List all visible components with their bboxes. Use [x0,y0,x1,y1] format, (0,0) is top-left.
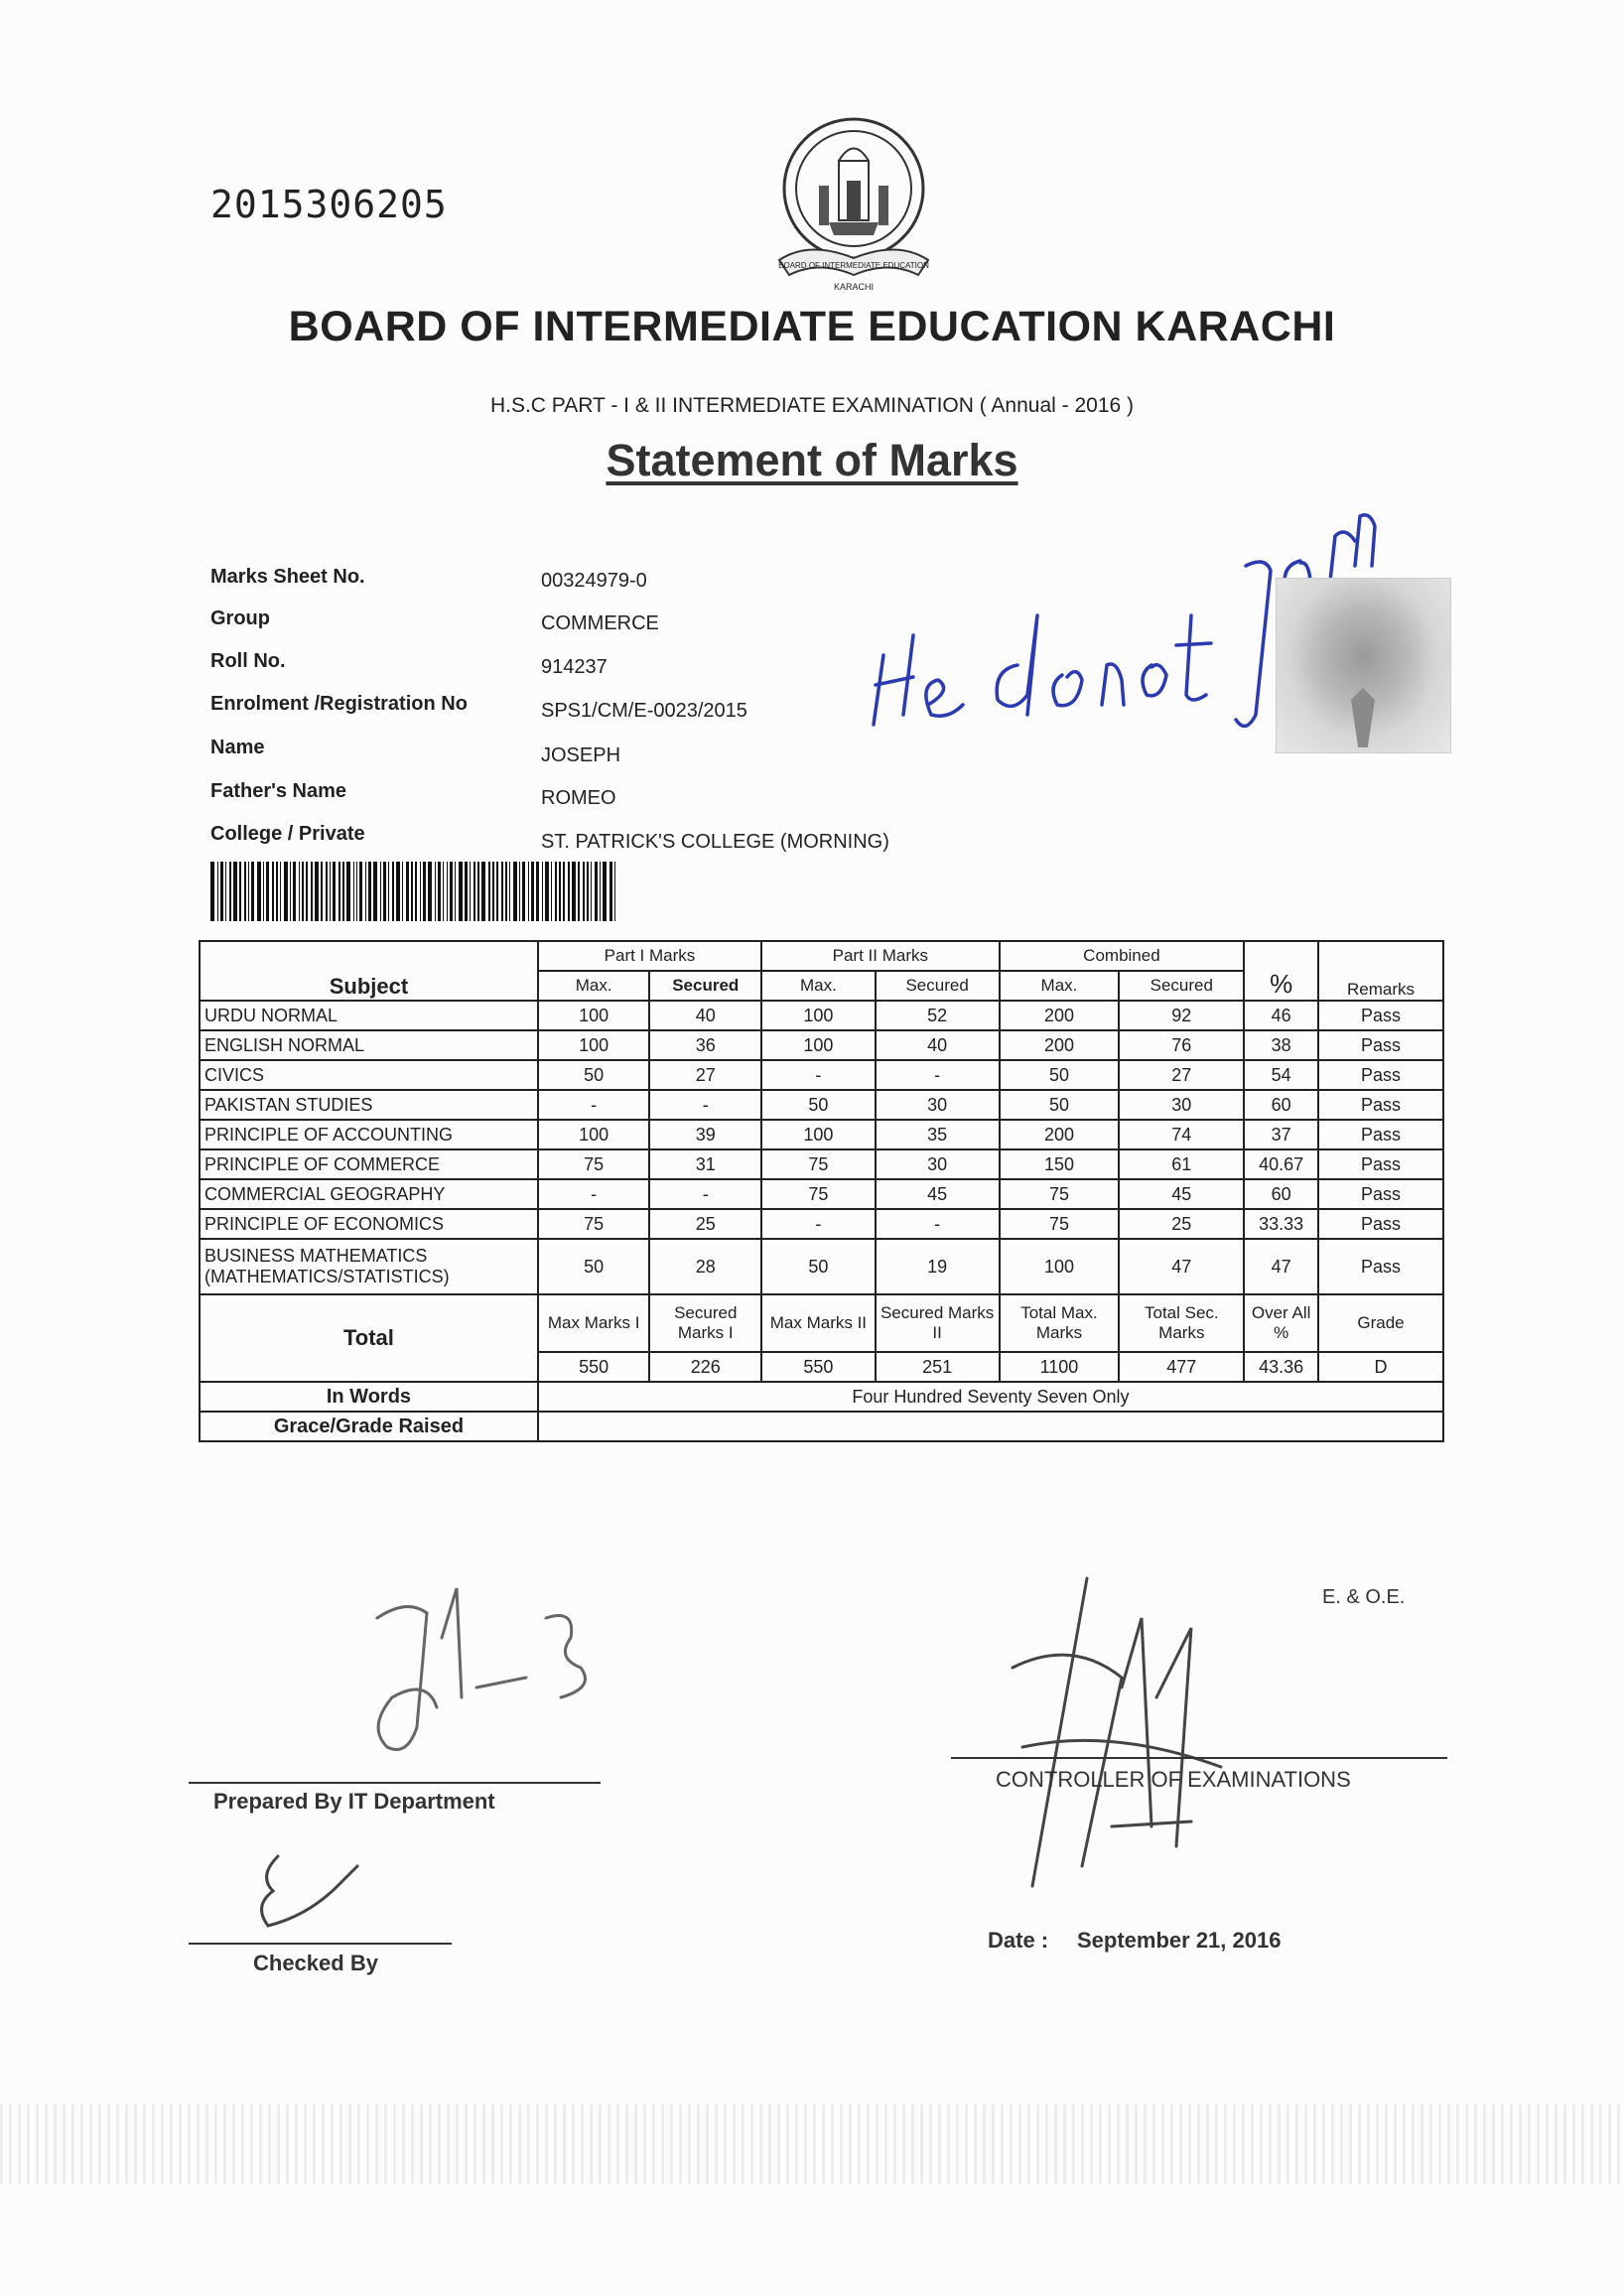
subject-cell: PRINCIPLE OF ECONOMICS [200,1209,538,1239]
controller-line [951,1757,1447,1759]
prepared-by-label: Prepared By IT Department [213,1789,495,1814]
barcode-bar [501,862,504,921]
barcode-bar [272,862,275,921]
scan-noise-strip [0,2104,1624,2184]
eoe-note: E. & O.E. [1322,1586,1406,1608]
info-value: JOSEPH [541,744,621,766]
info-label: Marks Sheet No. [210,566,365,588]
total-header-sec1: Secured Marks I [649,1294,761,1352]
barcode-bar [266,862,269,921]
barcode-bar [353,862,354,921]
remarks-cell: Pass [1318,1120,1443,1149]
part1-max-cell: 50 [538,1239,650,1294]
combined-max-cell: 100 [1000,1239,1120,1294]
barcode-bar [591,862,592,921]
combined-secured-cell: 47 [1119,1239,1244,1294]
part1-max-cell: 100 [538,1030,650,1060]
info-value: ROMEO [541,787,616,809]
barcode-bar [365,862,366,921]
part1-secured-cell: 25 [649,1209,761,1239]
barcode-bar [609,862,612,921]
date-label: Date : [988,1928,1049,1953]
subject-cell: COMMERCIAL GEOGRAPHY [200,1179,538,1209]
part1-secured-cell: - [649,1090,761,1120]
percent-cell: 40.67 [1244,1149,1318,1179]
remarks-cell: Pass [1318,1090,1443,1120]
barcode-bar [359,862,362,921]
combined-max-cell: 50 [1000,1090,1120,1120]
header-percent: % [1244,941,1318,1001]
header-p2-max: Max. [761,971,876,1001]
part2-max-cell: 75 [761,1179,876,1209]
barcode-bar [392,862,393,921]
part2-max-cell: 100 [761,1001,876,1030]
barcode-bar [450,862,453,921]
subject-cell: PAKISTAN STUDIES [200,1090,538,1120]
barcode-bar [555,862,556,921]
remarks-cell: Pass [1318,1239,1443,1294]
barcode-bar [406,862,409,921]
barcode-bar [522,862,525,921]
marks-table [199,940,1444,1442]
subject-cell: PRINCIPLE OF COMMERCE [200,1149,538,1179]
barcode-bar [455,862,456,921]
barcode-bar [415,862,416,921]
controller-label: CONTROLLER OF EXAMINATIONS [996,1767,1351,1792]
percent-cell: 46 [1244,1001,1318,1030]
combined-max-cell: 200 [1000,1120,1120,1149]
barcode-bar [572,862,576,921]
header-remarks: Remarks [1318,941,1443,1001]
part2-secured-cell: 45 [876,1179,1000,1209]
part2-max-cell: 100 [761,1120,876,1149]
part2-secured-cell: - [876,1209,1000,1239]
barcode-bar [315,862,319,921]
subject-cell: CIVICS [200,1060,538,1090]
barcode-bar [244,862,245,921]
header-p1-max: Max. [538,971,650,1001]
barcode-bar [509,862,510,921]
barcode-bar [447,862,448,921]
info-value: 914237 [541,656,608,678]
part1-max-cell: 75 [538,1149,650,1179]
part2-max-cell: 75 [761,1149,876,1179]
header-p1-secured: Secured [649,971,761,1001]
combined-secured-cell: 25 [1119,1209,1244,1239]
barcode-bar [528,862,529,921]
checked-by-label: Checked By [253,1951,378,1975]
board-title: BOARD OF INTERMEDIATE EDUCATION KARACHI [288,303,1336,350]
barcode-bar [614,862,615,921]
total-sec2: 251 [876,1352,1000,1382]
part1-max-cell: 75 [538,1209,650,1239]
table-row [200,1001,1443,1030]
total-header-max1: Max Marks I [538,1294,650,1352]
total-header-totmax: Total Max. Marks [1000,1294,1120,1352]
barcode-bar [551,862,552,921]
barcode-bar [438,862,441,921]
barcode-bar [488,862,489,921]
barcode-bar [545,862,549,921]
barcode-bar [380,862,381,921]
barcode-bar [568,862,571,921]
part1-max-cell: - [538,1179,650,1209]
combined-max-cell: 50 [1000,1060,1120,1090]
barcode-bar [225,862,226,921]
barcode-bar [338,862,341,921]
barcode-bar [583,862,586,921]
barcode-bar [263,862,264,921]
statement-title: Statement of Marks [606,435,1018,485]
combined-secured-cell: 27 [1119,1060,1244,1090]
barcode-bar [229,862,230,921]
barcode-bar [531,862,534,921]
info-label: Father's Name [210,780,347,802]
part1-secured-cell: 36 [649,1030,761,1060]
header-c-secured: Secured [1119,971,1244,1001]
barcode-bar [470,862,471,921]
part2-secured-cell: 40 [876,1030,1000,1060]
barcode-bar [477,862,480,921]
percent-cell: 47 [1244,1239,1318,1294]
remarks-cell: Pass [1318,1030,1443,1060]
barcode-bar [505,862,506,921]
part2-secured-cell: 30 [876,1149,1000,1179]
logo-city-text: KARACHI [833,282,875,292]
exam-line: H.S.C PART - I & II INTERMEDIATE EXAMINATION ( Annual - 2016 ) [489,394,1135,417]
barcode-bar [321,862,324,921]
controller-signature [993,1568,1241,1896]
combined-secured-cell: 45 [1119,1179,1244,1209]
barcode-bar [293,862,296,921]
barcode-bar [396,862,400,921]
barcode-bar [326,862,327,921]
barcode-bar [248,862,249,921]
barcode-bar [481,862,485,921]
total-totmax: 1100 [1000,1352,1120,1382]
barcode-bar [559,862,562,921]
total-header-sec2: Secured Marks II [876,1294,1000,1352]
barcode-bar [459,862,463,921]
info-value: SPS1/CM/E-0023/2015 [541,700,747,722]
barcode-bar [333,862,336,921]
subject-cell: ENGLISH NORMAL [200,1030,538,1060]
part2-secured-cell: - [876,1060,1000,1090]
part2-secured-cell: 30 [876,1090,1000,1120]
part1-max-cell: 100 [538,1001,650,1030]
barcode-bar [233,862,237,921]
barcode-bar [299,862,300,921]
barcode-bar [251,862,254,921]
part1-secured-cell: 28 [649,1239,761,1294]
remarks-cell: Pass [1318,1209,1443,1239]
percent-cell: 60 [1244,1179,1318,1209]
part1-secured-cell: 40 [649,1001,761,1030]
total-header-overall: Over All % [1244,1294,1318,1352]
subject-cell: BUSINESS MATHEMATICS (MATHEMATICS/STATISTICS) [200,1239,538,1294]
barcode-bar [356,862,357,921]
table-row [200,1090,1443,1120]
barcode-bar [373,862,377,921]
date-value: September 21, 2016 [1077,1928,1282,1953]
combined-max-cell: 150 [1000,1149,1120,1179]
info-value: COMMERCE [541,612,659,634]
combined-max-cell: 75 [1000,1209,1120,1239]
barcode-bar [563,862,564,921]
percent-cell: 38 [1244,1030,1318,1060]
barcode-bar [239,862,242,921]
barcode-bar [290,862,291,921]
barcode-bar [330,862,331,921]
barcode-bar [402,862,403,921]
combined-max-cell: 200 [1000,1001,1120,1030]
table-row [200,1030,1443,1060]
barcode-bar [411,862,414,921]
part2-max-cell: - [761,1209,876,1239]
barcode-bar [536,862,539,921]
table-row [200,1120,1443,1149]
part2-max-cell: 100 [761,1030,876,1060]
part2-max-cell: - [761,1060,876,1090]
combined-secured-cell: 61 [1119,1149,1244,1179]
total-header-max2: Max Marks II [761,1294,876,1352]
barcode-bar [280,862,281,921]
part2-max-cell: 50 [761,1090,876,1120]
percent-cell: 37 [1244,1120,1318,1149]
part1-max-cell: - [538,1090,650,1120]
percent-cell: 54 [1244,1060,1318,1090]
logo-ribbon-text: BOARD OF INTERMEDIATE EDUCATION [778,261,929,270]
barcode-bar [306,862,309,921]
percent-cell: 33.33 [1244,1209,1318,1239]
total-max1: 550 [538,1352,650,1382]
total-label: Total [200,1294,538,1382]
barcode-bar [492,862,495,921]
checked-by-line [189,1943,452,1945]
photo-tie-shape [1351,688,1375,747]
prepared-by-signature [347,1578,615,1777]
checked-by-signature [248,1846,367,1936]
barcode-bar [578,862,579,921]
part2-secured-cell: 35 [876,1120,1000,1149]
subject-cell: URDU NORMAL [200,1001,538,1030]
barcode-bar [513,862,517,921]
header-part2: Part II Marks [761,941,1000,971]
combined-max-cell: 200 [1000,1030,1120,1060]
barcode-bar [435,862,436,921]
barcode-bar [388,862,389,921]
barcode-bar [465,862,468,921]
barcode-bar [342,862,343,921]
total-overall: 43.36 [1244,1352,1318,1382]
barcode-bar [302,862,303,921]
table-row [200,1209,1443,1239]
combined-secured-cell: 74 [1119,1120,1244,1149]
barcode-bar [217,862,218,921]
header-part1: Part I Marks [538,941,761,971]
info-value: ST. PATRICK'S COLLEGE (MORNING) [541,831,889,853]
total-header-totsec: Total Sec. Marks [1119,1294,1244,1352]
barcode-bar [428,862,432,921]
total-totsec: 477 [1119,1352,1244,1382]
in-words-value: Four Hundred Seventy Seven Only [538,1382,1443,1412]
remarks-cell: Pass [1318,1060,1443,1090]
info-label: Enrolment /Registration No [210,693,468,715]
remarks-cell: Pass [1318,1149,1443,1179]
part2-secured-cell: 19 [876,1239,1000,1294]
subject-cell: PRINCIPLE OF ACCOUNTING [200,1120,538,1149]
barcode-bar [276,862,277,921]
info-label: Name [210,737,265,758]
part1-secured-cell: 27 [649,1060,761,1090]
barcode-bar [496,862,497,921]
header-combined: Combined [1000,941,1245,971]
grace-value [538,1412,1443,1441]
board-logo [769,111,938,300]
barcode-bar [284,862,288,921]
barcode-bar [587,862,588,921]
header-subject: Subject [200,941,538,1001]
barcode-bar [443,862,444,921]
student-photo [1276,578,1451,753]
total-sec1: 226 [649,1352,761,1382]
barcode-bar [423,862,426,921]
total-header-grade: Grade [1318,1294,1443,1352]
remarks-cell: Pass [1318,1179,1443,1209]
part1-secured-cell: 31 [649,1149,761,1179]
part2-secured-cell: 52 [876,1001,1000,1030]
barcode-bar [346,862,350,921]
serial-number: 2015306205 [210,183,448,226]
table-row [200,1060,1443,1090]
info-value: 00324979-0 [541,570,647,592]
barcode-bar [210,862,214,921]
table-row [200,1149,1443,1179]
barcode-bar [595,862,598,921]
barcode-bar [542,862,543,921]
info-label: Roll No. [210,650,286,672]
in-words-label: In Words [200,1382,538,1412]
table-row [200,1239,1443,1294]
info-label: College / Private [210,823,365,845]
prepared-by-line [189,1782,601,1784]
header-p2-secured: Secured [876,971,1000,1001]
combined-secured-cell: 30 [1119,1090,1244,1120]
part2-max-cell: 50 [761,1239,876,1294]
barcode [210,862,617,921]
combined-secured-cell: 76 [1119,1030,1244,1060]
barcode-bar [603,862,607,921]
barcode-bar [519,862,520,921]
barcode-bar [600,862,601,921]
barcode-bar [368,862,371,921]
barcode-bar [420,862,421,921]
info-label: Group [210,608,270,629]
remarks-cell: Pass [1318,1001,1443,1030]
header-c-max: Max. [1000,971,1120,1001]
combined-max-cell: 75 [1000,1179,1120,1209]
part1-max-cell: 100 [538,1120,650,1149]
part1-max-cell: 50 [538,1060,650,1090]
barcode-bar [257,862,261,921]
combined-secured-cell: 92 [1119,1001,1244,1030]
total-grade: D [1318,1352,1443,1382]
grace-label: Grace/Grade Raised [200,1412,538,1441]
total-max2: 550 [761,1352,876,1382]
barcode-bar [383,862,386,921]
percent-cell: 60 [1244,1090,1318,1120]
barcode-bar [311,862,312,921]
part1-secured-cell: - [649,1179,761,1209]
table-row [200,1179,1443,1209]
part1-secured-cell: 39 [649,1120,761,1149]
barcode-bar [220,862,223,921]
